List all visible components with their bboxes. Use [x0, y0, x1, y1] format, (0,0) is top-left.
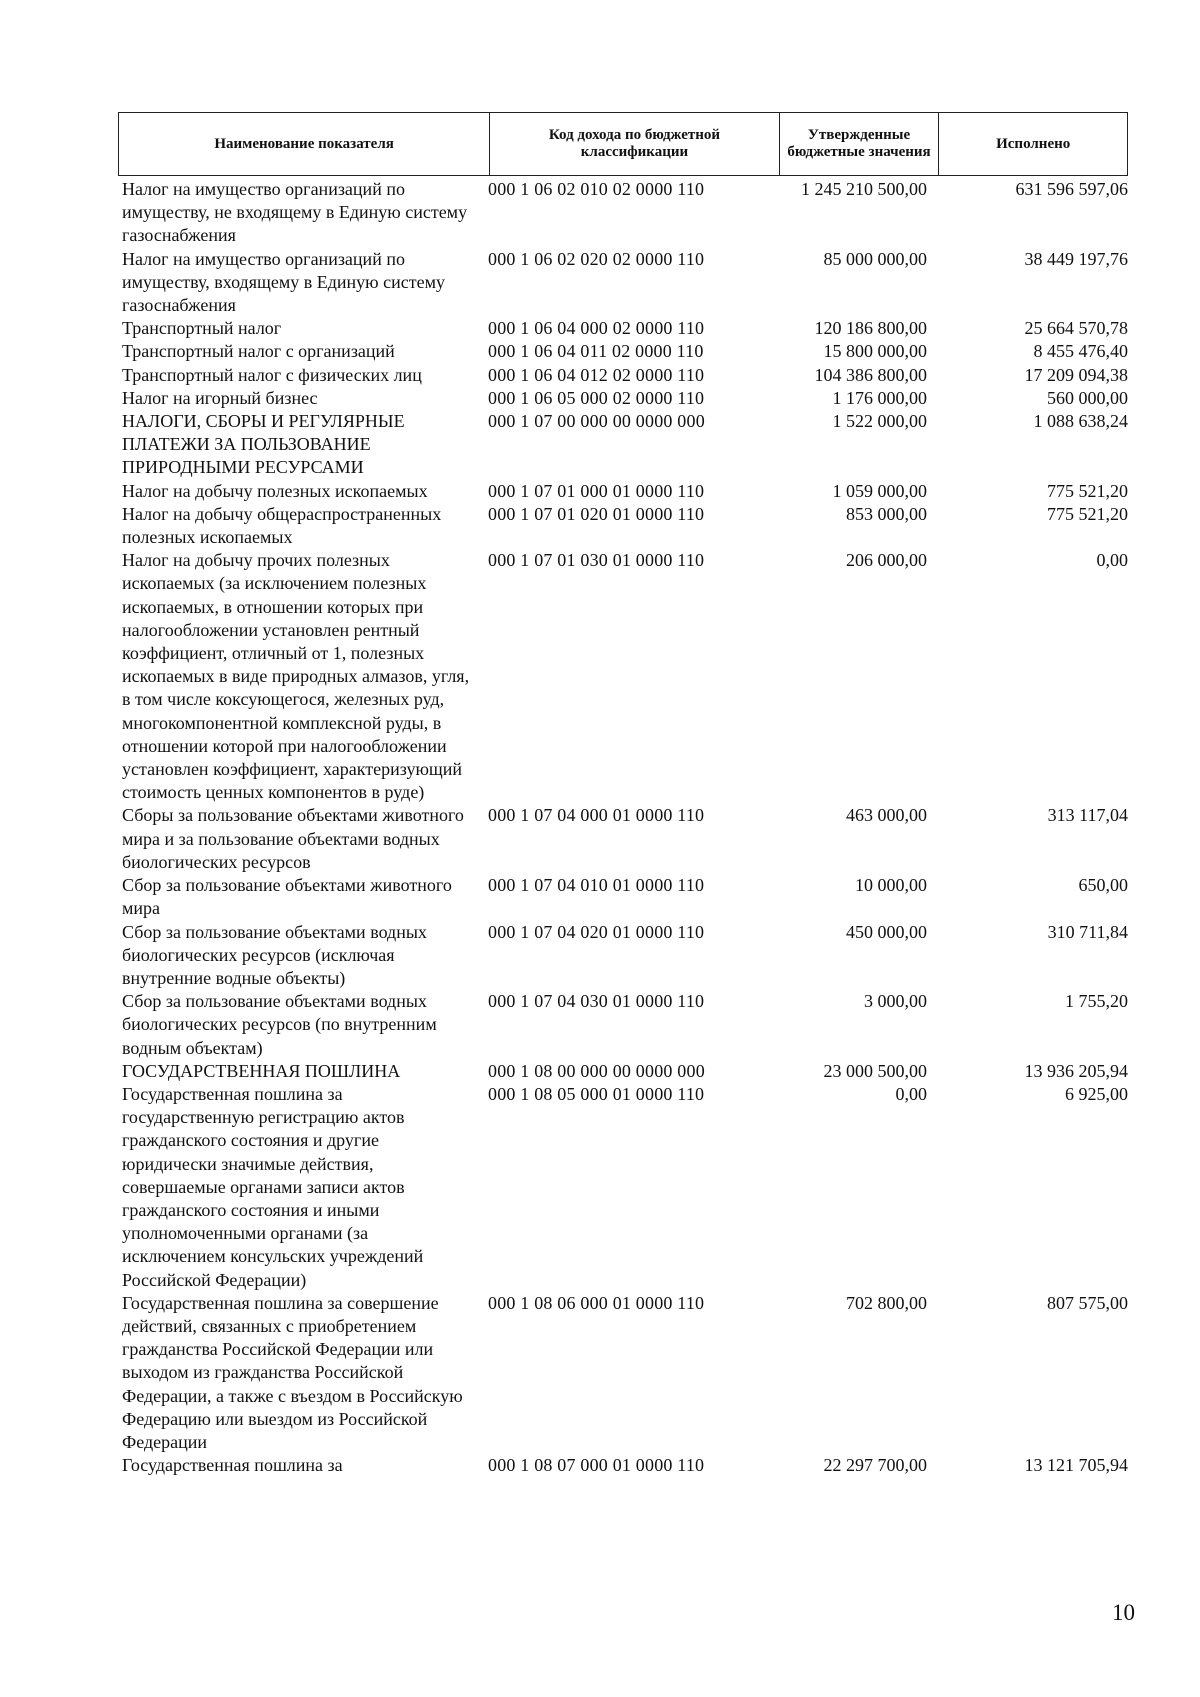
table-row — [122, 410, 1128, 480]
row-name: Транспортный налог — [122, 318, 282, 339]
row-plan: 853 000,00 — [846, 503, 927, 524]
row-executed: 1 755,20 — [1065, 991, 1128, 1012]
row-executed: 25 664 570,78 — [1024, 318, 1128, 339]
row-name: Государственная пошлина за совершение действий, связанных с приобретением гражданства Российской Федерации или выходом из гражданства Российской Федерации, а также с въездом в Российскую Федерацию или выездом из Российской Федерации — [122, 1292, 463, 1452]
row-code: 000 1 06 04 011 02 0000 110 — [488, 341, 704, 362]
table-header — [118, 112, 1128, 176]
row-executed: 1 088 638,24 — [1033, 411, 1128, 432]
row-name: Сбор за пользование объектами водных биологических ресурсов (по внутренним водным объектам) — [122, 991, 437, 1058]
row-name: ГОСУДАРСТВЕННАЯ ПОШЛИНА — [122, 1060, 401, 1081]
row-code: 000 1 07 04 000 01 0000 110 — [488, 805, 705, 826]
table-row — [122, 503, 1128, 549]
row-executed: 775 521,20 — [1047, 503, 1128, 524]
table-row — [122, 921, 1128, 991]
page-number: 10 — [1112, 1600, 1135, 1625]
row-name: Транспортный налог с физических лиц — [122, 364, 422, 385]
table-row — [122, 990, 1128, 1060]
row-executed: 0,00 — [1096, 550, 1128, 571]
row-name: Сборы за пользование объектами животного мира и за пользование объектами водных биологических ресурсов — [122, 805, 464, 872]
row-executed: 310 711,84 — [1047, 921, 1128, 942]
table-row — [122, 1292, 1128, 1454]
header-executed: Исполнено — [996, 135, 1071, 152]
row-plan: 104 386 800,00 — [814, 364, 927, 385]
header-plan: Утвержденные бюджетные значения — [780, 113, 940, 175]
table-row — [122, 387, 1128, 410]
table-row — [122, 317, 1128, 340]
table-body — [122, 178, 1128, 1477]
row-executed: 8 455 476,40 — [1033, 341, 1128, 362]
row-executed: 650,00 — [1078, 875, 1128, 896]
row-name: Сбор за пользование объектами водных биологических ресурсов (исключая внутренние водные объекты) — [122, 921, 427, 988]
row-code: 000 1 07 00 000 00 0000 000 — [488, 411, 705, 432]
row-code: 000 1 06 02 010 02 0000 110 — [488, 179, 705, 199]
row-executed: 6 925,00 — [1065, 1083, 1128, 1104]
row-executed: 13 936 205,94 — [1024, 1060, 1128, 1081]
row-code: 000 1 06 04 000 02 0000 110 — [488, 318, 705, 339]
row-plan: 1 522 000,00 — [832, 411, 927, 432]
row-name: Налог на добычу общераспространенных полезных ископаемых — [122, 503, 442, 548]
table-row — [122, 549, 1128, 804]
row-code: 000 1 07 04 010 01 0000 110 — [488, 875, 705, 896]
row-plan: 23 000 500,00 — [823, 1060, 927, 1081]
row-executed: 807 575,00 — [1047, 1292, 1128, 1313]
row-executed: 38 449 197,76 — [1024, 248, 1128, 269]
row-name: НАЛОГИ, СБОРЫ И РЕГУЛЯРНЫЕ ПЛАТЕЖИ ЗА ПОЛЬЗОВАНИЕ ПРИРОДНЫМИ РЕСУРСАМИ — [122, 411, 405, 478]
row-plan: 463 000,00 — [846, 805, 927, 826]
row-code: 000 1 08 05 000 01 0000 110 — [488, 1083, 705, 1104]
row-code: 000 1 07 01 000 01 0000 110 — [488, 480, 705, 501]
row-plan: 702 800,00 — [846, 1292, 927, 1313]
row-plan: 450 000,00 — [846, 921, 927, 942]
header-name: Наименование показателя — [119, 113, 490, 175]
row-plan: 1 245 210 500,00 — [801, 179, 927, 199]
table-row — [122, 178, 1128, 248]
row-name: Налог на имущество организаций по имуществу, не входящему в Единую систему газоснабжения — [122, 179, 468, 246]
row-code: 000 1 07 01 020 01 0000 110 — [488, 503, 705, 524]
table-row — [122, 364, 1128, 387]
table-row — [122, 874, 1128, 920]
row-code: 000 1 07 04 020 01 0000 110 — [488, 921, 705, 942]
row-name: Налог на игорный бизнес — [122, 387, 318, 408]
table-row — [122, 1060, 1128, 1083]
row-code: 000 1 07 01 030 01 0000 110 — [488, 550, 705, 571]
table-row — [122, 480, 1128, 503]
row-executed: 313 117,04 — [1047, 805, 1128, 826]
row-plan: 206 000,00 — [846, 550, 927, 571]
row-code: 000 1 06 04 012 02 0000 110 — [488, 364, 705, 385]
row-plan: 22 297 700,00 — [823, 1455, 927, 1476]
row-plan: 1 059 000,00 — [832, 480, 927, 501]
row-name: Налог на добычу полезных ископаемых — [122, 480, 428, 501]
row-plan: 15 800 000,00 — [823, 341, 927, 362]
row-plan: 3 000,00 — [864, 991, 927, 1012]
table-row — [122, 248, 1128, 318]
row-plan: 120 186 800,00 — [814, 318, 927, 339]
table-row — [122, 1454, 1128, 1477]
table-row — [122, 804, 1128, 874]
row-plan: 10 000,00 — [855, 875, 927, 896]
row-code: 000 1 07 04 030 01 0000 110 — [488, 991, 705, 1012]
row-code: 000 1 08 06 000 01 0000 110 — [488, 1292, 705, 1313]
header-code: Код дохода по бюджетной классификации — [490, 113, 779, 175]
row-executed: 13 121 705,94 — [1024, 1455, 1128, 1476]
table-row — [122, 340, 1128, 363]
row-name: Налог на имущество организаций по имуществу, входящему в Единую систему газоснабжения — [122, 248, 445, 316]
row-name: Сбор за пользование объектами животного мира — [122, 875, 452, 919]
row-plan: 85 000 000,00 — [823, 248, 927, 269]
row-name: Транспортный налог с организаций — [122, 341, 395, 362]
row-executed: 560 000,00 — [1047, 387, 1128, 408]
row-code: 000 1 06 02 020 02 0000 110 — [488, 248, 705, 269]
row-name: Государственная пошлина за государственную регистрацию актов гражданского состояния и другие юридически значимые действия, совершаемые органами записи актов гражданского состояния и иными уполномоченными органами (за исключением консульских учреждений Российской Федерации) — [122, 1083, 424, 1290]
row-plan: 1 176 000,00 — [832, 387, 927, 408]
row-plan: 0,00 — [895, 1083, 927, 1104]
row-code: 000 1 06 05 000 02 0000 110 — [488, 387, 705, 408]
table-row — [122, 1083, 1128, 1292]
row-executed: 631 596 597,06 — [1015, 179, 1128, 199]
row-executed: 17 209 094,38 — [1024, 364, 1128, 385]
row-code: 000 1 08 00 000 00 0000 000 — [488, 1060, 705, 1081]
row-name: Государственная пошлина за — [122, 1455, 343, 1476]
row-name: Налог на добычу прочих полезных ископаемых (за исключением полезных ископаемых, в отношении которых при налогообложении установлен рентный коэффициент, отличный от 1, полезных ископаемых в виде природных алмазов, угля, в том числе коксующегося, железных руд, многокомпонентной комплексной руды, в отношении которой при налогообложении установлен коэффициент, характеризующий стоимость ценных компонентов в руде) — [122, 550, 470, 803]
row-executed: 775 521,20 — [1047, 480, 1128, 501]
row-code: 000 1 08 07 000 01 0000 110 — [488, 1455, 705, 1476]
